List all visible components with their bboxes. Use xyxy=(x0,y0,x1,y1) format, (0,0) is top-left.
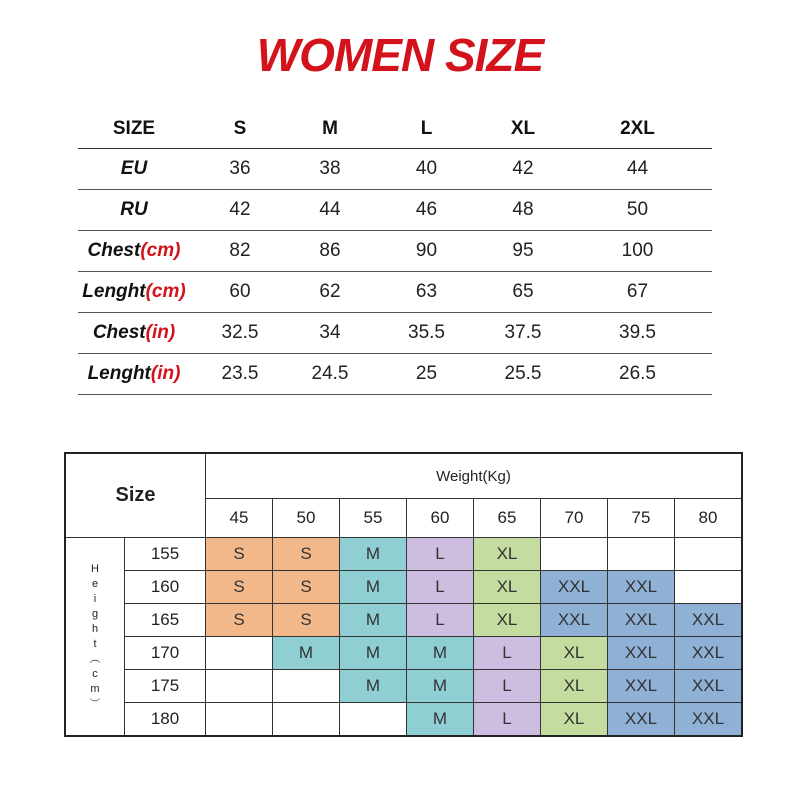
measure-row xyxy=(78,313,712,354)
measure-row-label xyxy=(78,354,190,395)
weight-value: 60 xyxy=(407,499,474,538)
weight-value: 55 xyxy=(340,499,407,538)
measure-name: EU xyxy=(120,158,148,179)
size-cell: S xyxy=(273,571,340,604)
size-header-label: SIZE xyxy=(78,110,190,149)
measure-value: 26.5 xyxy=(563,354,712,395)
height-value: 160 xyxy=(125,571,206,604)
size-cell: XXL xyxy=(608,604,675,637)
measure-value: 35.5 xyxy=(370,313,483,354)
measure-name: Chest xyxy=(92,322,146,343)
size-cell: XXL xyxy=(608,571,675,604)
size-cell: XXL xyxy=(541,604,608,637)
weight-value: 50 xyxy=(273,499,340,538)
size-cell: L xyxy=(407,538,474,571)
size-cell: XXL xyxy=(675,637,743,670)
size-cell xyxy=(675,538,743,571)
measure-row-label xyxy=(78,149,190,190)
size-measurement-table xyxy=(78,110,712,395)
size-cell: XL xyxy=(474,604,541,637)
weight-value: 70 xyxy=(541,499,608,538)
page-title: WOMEN SIZE xyxy=(256,29,544,81)
measure-value: 34 xyxy=(290,313,370,354)
measure-value: 44 xyxy=(290,190,370,231)
measure-value: 90 xyxy=(370,231,483,272)
size-cell: XL xyxy=(541,703,608,737)
size-cell: L xyxy=(474,670,541,703)
measure-row xyxy=(78,231,712,272)
size-cell xyxy=(340,703,407,737)
weight-value: 75 xyxy=(608,499,675,538)
size-cell: M xyxy=(340,670,407,703)
measure-value: 25 xyxy=(370,354,483,395)
size-cell: M xyxy=(273,637,340,670)
size-cell: S xyxy=(273,538,340,571)
size-cell: XXL xyxy=(608,637,675,670)
size-cell: XXL xyxy=(608,703,675,737)
measure-value: 25.5 xyxy=(483,354,563,395)
measure-row xyxy=(78,272,712,313)
measure-name: Lenght xyxy=(87,363,151,384)
size-by-height-weight-table xyxy=(64,452,743,737)
size-cell: S xyxy=(206,571,273,604)
size-cell: XL xyxy=(474,571,541,604)
measure-value: 38 xyxy=(290,149,370,190)
measure-value: 63 xyxy=(370,272,483,313)
height-row xyxy=(65,538,742,571)
size-cell xyxy=(608,538,675,571)
size-label: Size xyxy=(65,453,206,538)
size-cell: XXL xyxy=(541,571,608,604)
size-cell: XXL xyxy=(675,703,743,737)
measure-value: 67 xyxy=(563,272,712,313)
size-cell: XL xyxy=(541,670,608,703)
measure-unit: (cm) xyxy=(145,281,186,302)
measure-row xyxy=(78,354,712,395)
measure-value: 86 xyxy=(290,231,370,272)
measure-unit: (in) xyxy=(145,322,176,343)
measure-value: 42 xyxy=(190,190,290,231)
measure-name: Lenght xyxy=(82,281,146,302)
size-cell: L xyxy=(474,637,541,670)
size-cell: XXL xyxy=(675,670,743,703)
size-cell: XXL xyxy=(608,670,675,703)
weight-value: 80 xyxy=(675,499,743,538)
measure-name: RU xyxy=(120,199,148,220)
measure-unit: (in) xyxy=(150,363,181,384)
size-cell: S xyxy=(206,604,273,637)
size-cell: M xyxy=(407,670,474,703)
measure-value: 44 xyxy=(563,149,712,190)
size-header-xl: XL xyxy=(483,110,563,149)
size-cell: S xyxy=(206,538,273,571)
measure-row-label xyxy=(78,190,190,231)
measure-value: 36 xyxy=(190,149,290,190)
size-cell: M xyxy=(340,538,407,571)
measure-value: 24.5 xyxy=(290,354,370,395)
measure-value: 60 xyxy=(190,272,290,313)
measure-value: 82 xyxy=(190,231,290,272)
measure-name: Chest xyxy=(87,240,141,261)
size-header-m: M xyxy=(290,110,370,149)
measure-value: 23.5 xyxy=(190,354,290,395)
size-cell: L xyxy=(474,703,541,737)
measure-row xyxy=(78,149,712,190)
size-cell: S xyxy=(273,604,340,637)
size-cell: XXL xyxy=(675,604,743,637)
size-cell: M xyxy=(407,637,474,670)
measure-value: 32.5 xyxy=(190,313,290,354)
measure-value: 46 xyxy=(370,190,483,231)
size-cell xyxy=(675,571,743,604)
measure-value: 95 xyxy=(483,231,563,272)
height-value: 155 xyxy=(125,538,206,571)
weight-value: 65 xyxy=(474,499,541,538)
measure-value: 39.5 xyxy=(563,313,712,354)
weight-label: Weight(Kg) xyxy=(206,453,743,499)
height-value: 175 xyxy=(125,670,206,703)
size-cell xyxy=(273,670,340,703)
size-header-l: L xyxy=(370,110,483,149)
height-value: 165 xyxy=(125,604,206,637)
size-cell xyxy=(206,670,273,703)
size-cell: M xyxy=(340,637,407,670)
measure-value: 65 xyxy=(483,272,563,313)
size-cell xyxy=(206,637,273,670)
size-cell xyxy=(273,703,340,737)
size-cell: M xyxy=(340,604,407,637)
size-header-s: S xyxy=(190,110,290,149)
measure-value: 40 xyxy=(370,149,483,190)
height-row xyxy=(65,571,742,604)
measure-value: 62 xyxy=(290,272,370,313)
size-cell: XL xyxy=(474,538,541,571)
measure-row-label xyxy=(78,313,190,354)
measure-value: 48 xyxy=(483,190,563,231)
size-cell: L xyxy=(407,604,474,637)
measure-row xyxy=(78,190,712,231)
measure-value: 100 xyxy=(563,231,712,272)
height-label: H e i g h t ︵ c m ︶ xyxy=(65,538,125,737)
size-cell xyxy=(541,538,608,571)
weight-value: 45 xyxy=(206,499,273,538)
height-value: 170 xyxy=(125,637,206,670)
height-value: 180 xyxy=(125,703,206,737)
height-row xyxy=(65,670,742,703)
size-header-row xyxy=(78,110,712,149)
size-cell xyxy=(206,703,273,737)
size-cell: XL xyxy=(541,637,608,670)
measure-unit: (cm) xyxy=(140,240,181,261)
height-row xyxy=(65,604,742,637)
measure-value: 42 xyxy=(483,149,563,190)
measure-value: 37.5 xyxy=(483,313,563,354)
size-cell: M xyxy=(407,703,474,737)
height-row xyxy=(65,637,742,670)
measure-row-label xyxy=(78,231,190,272)
size-cell: L xyxy=(407,571,474,604)
size-header-2xl: 2XL xyxy=(563,110,712,149)
height-row xyxy=(65,703,742,737)
measure-row-label xyxy=(78,272,190,313)
measure-value: 50 xyxy=(563,190,712,231)
size-cell: M xyxy=(340,571,407,604)
